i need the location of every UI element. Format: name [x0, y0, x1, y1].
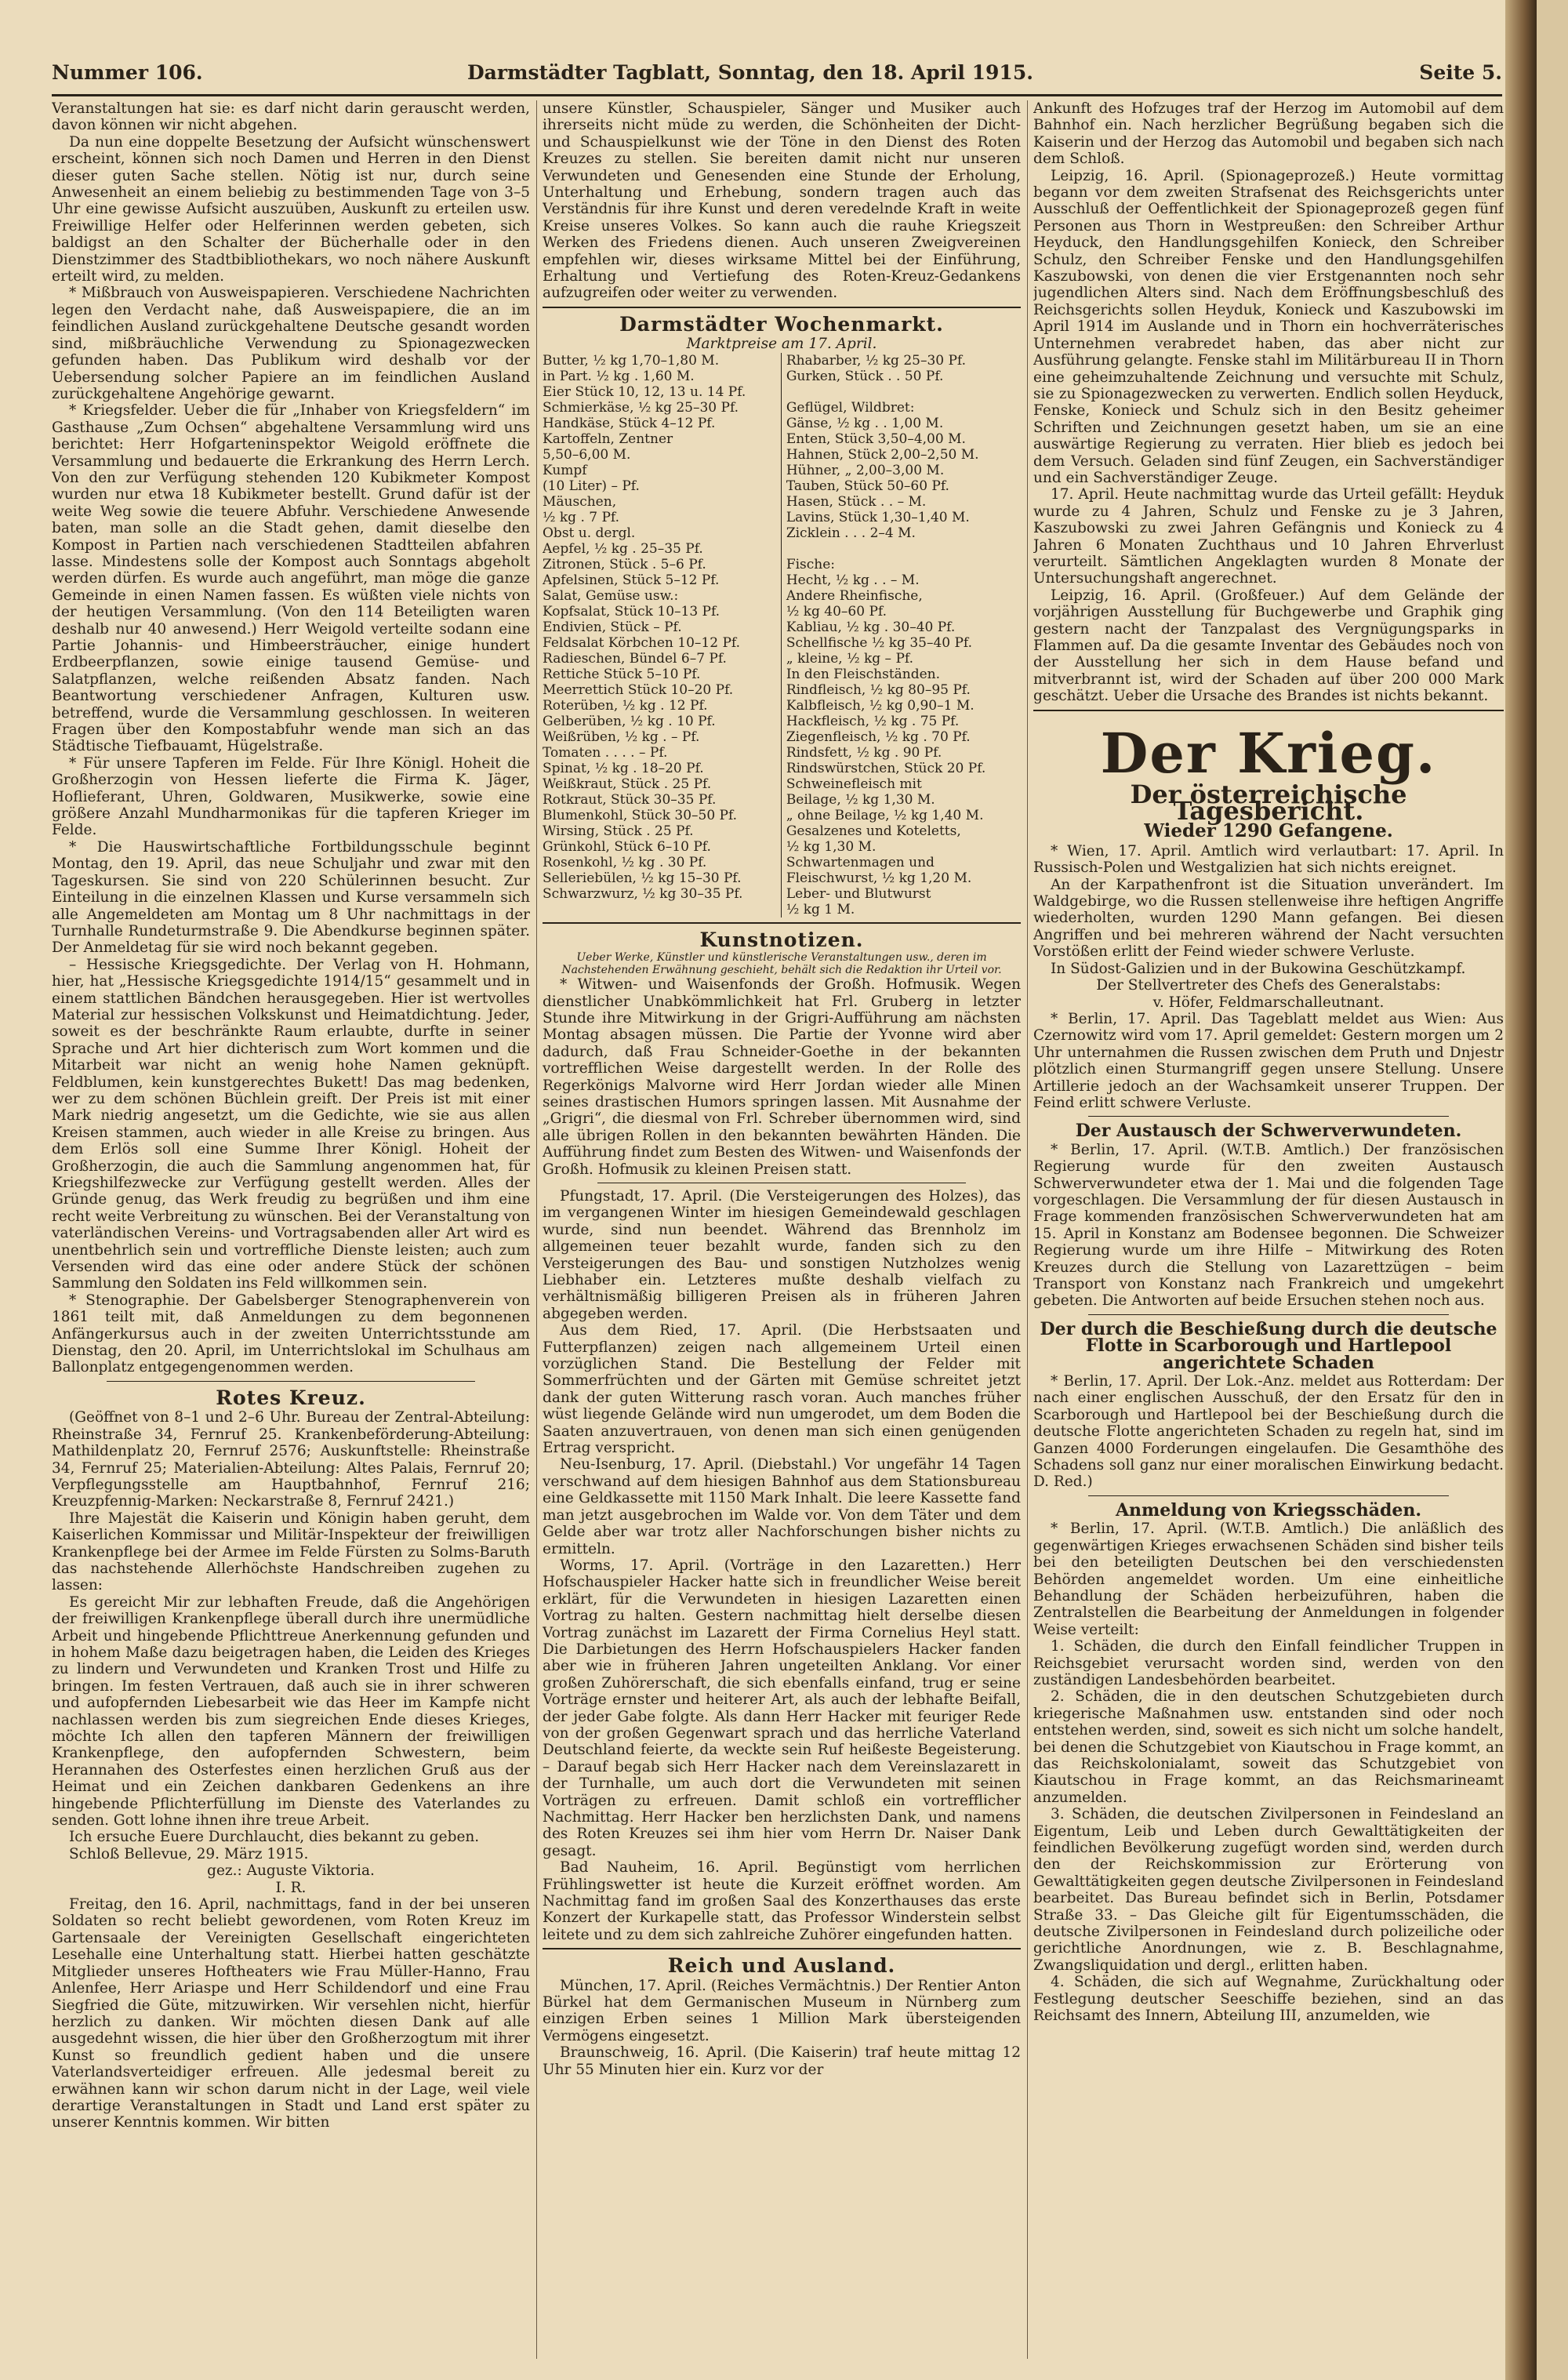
- market-cell-left: Obst u. dergl.: [543, 525, 636, 541]
- market-cell-right: „ kleine, ½ kg – Pf.: [781, 651, 1021, 667]
- market-cell-left: Weißrüben, ½ kg . – Pf.: [543, 729, 700, 745]
- market-row: [543, 714, 1021, 729]
- market-cell-right: Enten, Stück 3,50–4,00 M.: [781, 431, 1021, 447]
- market-cell-left: Tomaten . . . . – Pf.: [543, 744, 668, 761]
- market-cell-right: Rhabarber, ½ kg 25–30 Pf.: [781, 353, 1021, 369]
- market-cell-right: Fische:: [781, 557, 1021, 572]
- market-cell-right: Schellfische ½ kg 35–40 Pf.: [781, 635, 1021, 651]
- market-row: [543, 353, 1021, 369]
- market-cell-left: Eier Stück 10, 12, 13 u. 14 Pf.: [543, 383, 746, 400]
- section-rule: [1088, 1495, 1449, 1496]
- article-paragraph: 2. Schäden, die in den deutschen Schutzgebieten durch kriegerische Maßnahmen usw. entstanden sind oder noch entstehen werden, sind, soweit es sich nicht um solche handelt, bei denen die Schutzgebiet von Kiautschou in Frage kommt, an das Reichskolonialamt, soweit das Schutzgebiet von Kiautschou in Frage kommt, an das Reichsmarineamt anzumelden.: [1033, 1688, 1504, 1806]
- market-cell-right: Gurken, Stück . . 50 Pf.: [781, 369, 1021, 384]
- column-2: [543, 100, 1021, 2367]
- market-cell-left: Handkäse, Stück 4–12 Pf.: [543, 415, 716, 431]
- market-row: [543, 635, 1021, 651]
- article-paragraph: 3. Schäden, die deutschen Zivilpersonen in Feindesland an Eigentum, Leib und Leben durch Gewalttätigkeiten der feindlichen Bevölkerung zugefügt worden sind, werden durch den der Reichskommission zur Erörterung von Gewalttätigkeiten gegen deutsche Zivilpersonen in Feindesland bearbeitet. Das Bureau befindet sich in Berlin, Potsdamer Straße 33. – Das Gleiche gilt für Eigentumsschäden, die deutsche Zivilpersonen in Feindesland durch polizeiliche oder gerichtliche Anordnungen, wie z. B. Beschlagnahme, Zwangsliquidation und dergl., erlitten haben.: [1033, 1806, 1504, 1974]
- article-paragraph: 1. Schäden, die durch den Einfall feindlicher Truppen in Reichsgebiet verursacht worden sind, werden von den zuständigen Landesbehörden bearbeitet.: [1033, 1638, 1504, 1688]
- market-cell-left: Spinat, ½ kg . 18–20 Pf.: [543, 760, 704, 776]
- market-row: [543, 729, 1021, 745]
- article-paragraph: In Südost-Galizien und in der Bukowina Geschützkampf.: [1051, 960, 1466, 977]
- market-row: [543, 431, 1021, 447]
- market-cell-left: Kartoffeln, Zentner: [543, 431, 673, 447]
- market-row: [543, 400, 1021, 416]
- market-cell-left: Meerrettich Stück 10–20 Pf.: [543, 681, 734, 698]
- market-cell-left: Kumpf: [543, 462, 587, 478]
- market-row: [543, 541, 1021, 557]
- market-cell-right: [781, 384, 1021, 400]
- market-cell-left: Salat, Gemüse usw.:: [543, 587, 679, 604]
- article-paragraph: * Die Hauswirtschaftliche Fortbildungsschule beginnt Montag, den 19. April, das neue Schuljahr und zwar mit den Tageskursen. Sie sind von 220 Schülerinnen besucht. Zur Einteilung in die einzelnen Klassen und Kurse versammeln sich alle Angemeldeten am Montag um 8 Uhr nachmittags in der Turnhalle Rundeturmstraße 9. Die Abendkurse beginnen später. Der Anmeldetag für sie wird noch bekannt gegeben.: [52, 838, 530, 957]
- article-paragraph: * Berlin, 17. April. Das Tageblatt meldet aus Wien: Aus Czernowitz wird vom 17. April gemeldet: Gestern morgen um 2 Uhr unternahmen die Russen zwischen dem Pruth und Dnjestr plötzlich einen Sturmangriff gegen unsere Stellung. Unsere Artillerie jedoch an der Wachsamkeit unserer Truppen. Der Feind erlitt schwere Verluste.: [1033, 1010, 1504, 1111]
- issue-number: Nummer 106.: [52, 61, 203, 84]
- market-row: [543, 776, 1021, 792]
- market-row: [543, 682, 1021, 698]
- market-row: [543, 525, 1021, 541]
- market-cell-right: Lavins, Stück 1,30–1,40 M.: [781, 510, 1021, 525]
- article-paragraph: (Geöffnet von 8–1 und 2–6 Uhr. Bureau der Zentral-Abteilung: Rheinstraße 34, Fernruf 25. Krankenbeförderung-Abteilung: Mathildenplatz 20, Fernruf 2576; Auskunftstelle: Rheinstraße 34, Fernruf 25; Materialien-Abteilung: Altes Palais, Fernruf 20; Verpflegungsstelle am Hauptbahnhof, Fernruf 216; Kreuzpfennig-Marken: Neckarstraße 8, Fernruf 2421.): [52, 1409, 530, 1510]
- market-cell-left: ½ kg . 7 Pf.: [543, 509, 620, 525]
- market-cell-right: Fleischwurst, ½ kg 1,20 M.: [781, 870, 1021, 886]
- masthead-line: Darmstädter Tagblatt, Sonntag, den 18. April 1915.: [467, 61, 1033, 84]
- section-title-reich-und-ausland: Reich und Ausland.: [667, 1954, 896, 1978]
- article-paragraph: * Witwen- und Waisenfonds der Großh. Hofmusik. Wegen dienstlicher Unabkömmlichkeit hat Frl. Gruberg in letzter Stunde ihre Mitwirkung in der Grigri-Aufführung am nächsten Montag absagen müssen. Die Partie der Yvonne wird aber dadurch, daß Frau Schneider-Goethe in der bekannten vortrefflichen Weise dargestellt werden. In der Rolle des Regerkönigs Malvorne wird Herr Jordan wieder alle Minen seines drastischen Humors springen lassen. Mit Ausnahme der „Grigri“, die diesmal von Frl. Schreber übernommen wird, sind alle übrigen Rollen in den bekannten bewährten Händen. Die Aufführung findet zum Besten des Witwen- und Waisenfonds der Großh. Hofmusik zu kleinen Preisen statt.: [543, 976, 1021, 1178]
- market-price-table: [543, 353, 1021, 917]
- market-row: [543, 902, 1021, 917]
- article-paragraph: Da nun eine doppelte Besetzung der Aufsicht wünschenswert erscheint, können sich noch Damen und Herren in den Dienst dieser guten Sache stellen. Nötig ist nur, durch seine Anwesenheit an einem beliebig zu bestimmenden Tage von 3–5 Uhr eine gewisse Aufsicht auszuüben, Auskunft zu erteilen usw. Freiwillige Helfer oder Helferinnen werden gebeten, sich baldigst an den Schalter der Bücherhalle oder in den Dienstzimmer des Stadtbibliothekars, wo noch nähere Auskunft erteilt wird, zu melden.: [52, 133, 530, 285]
- signature-line: Der Stellvertreter des Chefs des Generalstabs:: [1096, 977, 1441, 994]
- market-cell-left: Kopfsalat, Stück 10–13 Pf.: [543, 603, 720, 620]
- market-cell-right: Geflügel, Wildbret:: [781, 400, 1021, 416]
- section-title-austausch: Der Austausch der Schwerverwundeten.: [1075, 1121, 1462, 1142]
- article-paragraph: 4. Schäden, die sich auf Wegnahme, Zurückhaltung oder Festlegung deutscher Seeschiffe beziehen, sind an das Reichsamt des Innern, Abteilung III, anzumelden, wie: [1033, 1974, 1504, 2025]
- market-row: [543, 870, 1021, 886]
- article-paragraph: München, 17. April. (Reiches Vermächtnis.) Der Rentier Anton Bürkel hat dem Germanischen Museum in Nürnberg zum einzigen Erben seines 1 Million Mark übersteigenden Vermögens eingesetzt.: [543, 1977, 1021, 2044]
- market-cell-right: Tauben, Stück 50–60 Pf.: [781, 478, 1021, 494]
- market-cell-left: in Part. ½ kg . 1,60 M.: [543, 368, 695, 384]
- article-paragraph: Neu-Isenburg, 17. April. (Diebstahl.) Vor ungefähr 14 Tagen verschwand auf dem hiesigen Bahnhof aus dem Stationsbureau eine Geldkassette mit 1150 Mark Inhalt. Die leere Kassette fand man jetzt ausgebrochen im Walde vor. Von dem Täter und dem Gelde aber war trotz aller Nachforschungen bisher nichts zu ermitteln.: [543, 1456, 1021, 1557]
- section-title-kriegsschaeden: Anmeldung von Kriegsschäden.: [1115, 1499, 1422, 1521]
- market-cell-left: 5,50–6,00 M.: [543, 446, 631, 463]
- market-cell-left: Zitronen, Stück . 5–6 Pf.: [543, 556, 706, 572]
- market-cell-right: Hackfleisch, ½ kg . 75 Pf.: [781, 714, 1021, 729]
- article-paragraph: Es gereicht Mir zur lebhaften Freude, daß die Angehörigen der freiwilligen Krankenpflege überall durch ihre unermüdliche Arbeit und hingebende Pflichttreue Anerkennung gefunden und in hohem Maße dazu beigetragen haben, die Leiden des Krieges zu lindern und Verwundeten und Kranken Trost und Hilfe zu bringen. Im festen Vertrauen, daß auch sie in ihrer schweren und aufopfernden Liebesarbeit wie das Heer im Kampfe nicht nachlassen werden bis zum siegreichen Ende dieses Krieges, möchte Ich allen den tapferen Männern der freiwilligen Krankenpflege, den aufopfernden Schwestern, beim Herannahen des Osterfestes einen herzlichen Gruß aus der Heimat und ein Zeichen dankbaren Gedenkens an ihre hingebende Pflichterfüllung im Dienste des Vaterlandes zu senden. Gott lohne ihnen ihre treue Arbeit.: [52, 1593, 530, 1830]
- page-number: Seite 5.: [1419, 61, 1502, 84]
- market-subtitle: Marktpreise am 17. April.: [686, 336, 877, 353]
- market-cell-left: Radieschen, Bündel 6–7 Pf.: [543, 650, 727, 667]
- article-paragraph: * Berlin, 17. April. (W.T.B. Amtlich.) Die anläßlich des gegenwärtigen Krieges erwachsenen Schäden sind bisher teils bei den beteiligten Deutschen bei den verschiedensten Behörden angemeldet worden. Um eine einheitliche Behandlung der Schäden herbeizuführen, haben die Zentralstellen die Bearbeitung der Anmeldungen in folgender Weise verteilt:: [1033, 1521, 1504, 1638]
- market-row: [543, 620, 1021, 635]
- market-row: [543, 463, 1021, 478]
- article-paragraph: unsere Künstler, Schauspieler, Sänger und Musiker auch ihrerseits nicht müde zu werden, die Schönheiten der Dicht- und Schauspielkunst wie der Töne in den Dienst des Roten Kreuzes zu stellen. Sie bereiten damit nicht nur unseren Verwundeten und Genesenden eine Stunde der Erholung, Unterhaltung und Erhebung, sondern tragen auch das Verständnis für ihre Kunst und deren veredelnde Kraft in weite Kreise unseres Volkes. So kann auch die rauhe Kriegszeit Werken des Friedens dienen. Auch unseren Zweigvereinen empfehlen wir, dieses wirksame Mittel bei der Einführung, Erhaltung und Vertiefung des Roten-Kreuz-Gedankens aufzugreifen oder weiter zu verwenden.: [543, 100, 1021, 302]
- market-cell-right: ½ kg 1,30 M.: [781, 839, 1021, 855]
- market-row: [543, 651, 1021, 667]
- article-paragraph: Aus dem Ried, 17. April. (Die Herbstsaaten und Futterpflanzen) zeigen nach allgemeinem Urteil einen vorzüglichen Stand. Die Bestellung der Felder mit Sommerfrüchten und der Gärten mit Gemüse schreitet jetzt dank der guten Witterung rasch voran. Auch manches früher wüst liegende Gelände wird nun umgerodet, um dem Boden die Saaten anzuvertrauen, von denen man sich einen genügenden Ertrag verspricht.: [543, 1322, 1021, 1457]
- market-cell-left: Schmierkäse, ½ kg 25–30 Pf.: [543, 399, 739, 416]
- market-cell-left: Aepfel, ½ kg . 25–35 Pf.: [543, 540, 703, 557]
- article-paragraph: * Wien, 17. April. Amtlich wird verlautbart: 17. April. In Russisch-Polen und Westgalizien hat sich nichts ereignet.: [1033, 842, 1504, 877]
- page-header: [52, 61, 1502, 93]
- market-row: [543, 369, 1021, 384]
- article-paragraph: – Hessische Kriegsgedichte. Der Verlag von H. Hohmann, hier, hat „Hessische Kriegsgedichte 1914/15“ gesammelt und in einem stattlichen Bändchen herausgegeben. Hier ist wertvolles Material zur hessischen Volkskunst und Heimatdichtung. Jeder, soweit es der beschränkte Raum erlaubte, durfte in seiner Sprache und Art hier dichterisch zum Wort kommen und die Mitarbeit war nicht an wenig hohe Namen geknüpft. Feldblumen, kein kunstgerechtes Bukett! Das mag bedenken, wer zu dem schönen Büchlein greift. Der Preis ist mit einer Mark niedrig angesetzt, um die Gedichte, wie sie aus allen Kreisen stammen, auch wieder in alle Kreise zu bringen. Aus dem Erlös soll eine Summe Ihrer Königl. Hoheit der Großherzogin, die auch die Sammlung angenommen hat, für Kriegshilfezwecke zur Verfügung gestellt werden. Alles der Gründe genug, das Werk freudig zu begrüßen und ihm eine recht weite Verbreitung zu wünschen. Bei der Veranstaltung von vaterländischen Vereins- und Vortragsabenden aller Art wird es unentbehrlich sein und vortreffliche Dienste leisten; auch zum Versenden wird das eine oder andere Stück der schönen Sammlung den Soldaten ins Feld willkommen sein.: [52, 956, 530, 1292]
- market-row: [543, 478, 1021, 494]
- column-divider: [536, 100, 537, 2359]
- market-cell-left: Gelberüben, ½ kg . 10 Pf.: [543, 713, 716, 729]
- article-paragraph: Bad Nauheim, 16. April. Begünstigt vom herrlichen Frühlingswetter ist heute die Kurzeit eröffnet worden. Am Nachmittag fand im großen Saal des Konzerthauses das erste Konzert der Kurkapelle statt, das Professor Winderstein selbst leitete und zu dem sich zahlreiche Zuhörer eingefunden hatten.: [543, 1859, 1021, 1943]
- editorial-note: Ueber Werke, Künstler und künstlerische Veranstaltungen usw., deren im Nachstehenden Erwähnung geschieht, behält sich die Redaktion ihr Urteil vor.: [561, 951, 1002, 977]
- market-cell-right: Kabliau, ½ kg . 30–40 Pf.: [781, 620, 1021, 635]
- headline-der-krieg: Der Krieg.: [1100, 720, 1437, 786]
- market-cell-left: Butter, ½ kg 1,70–1,80 M.: [543, 352, 720, 369]
- article-paragraph: An der Karpathenfront ist die Situation unverändert. Im Waldgebirge, wo die Russen stellenweise ihre heftigen Angriffe wiederholten, wurden 1290 Mann gefangen. Bei diesen Angriffen und bei mehreren während der Nacht versuchten Vorstößen erlitt der Feind wieder schwere Verluste.: [1033, 876, 1504, 961]
- market-cell-right: Schwartenmagen und: [781, 855, 1021, 870]
- article-paragraph: * Kriegsfelder. Ueber die für „Inhaber von Kriegsfeldern“ im Gasthause „Zum Ochsen“ abgehaltene Versammlung wird uns berichtet: Herr Hofgarteninspektor Weigold eröffnete die Versammlung und bedauerte die Erkrankung des Herrn Lerch. Von den zur Verfügung stehenden 120 Kubikmeter Kompost wurden nur etwa 18 Kubikmeter bestellt. Grund dafür ist der weite Weg sowie die teuere Abfuhr. Verschiedene Anwesende baten, man solle an die Stadt gehen, damit dieselbe den Kompost in Partien nach verschiedenen Stadtteilen abfahren lasse. Mindestens solle der Kompost auch Sonntags abgeholt werden dürfen. Es wurde auch angeführt, man möge die ganze Gemeinde in einen Namen fassen. Es wüßten viele nichts von der heutigen Versammlung. (Von den 114 Beteiligten waren deshalb nur 40 anwesend.) Herr Weigold verteilte sodann eine Partie Johannis- und Himbeersträucher, einige hundert Erdbeerpflanzen, sowie einige tausend Gemüse- und Salatpflanzen, welche reißenden Absatz fanden. Nach Beantwortung verschiedener Anfragen, Kulturen usw. betreffend, wurde die Versammlung geschlossen. In weiteren Fragen über den Kompostabfuhr wende man sich an das Städtische Tiefbauamt, Hügelstraße.: [52, 402, 530, 755]
- column-3: [1033, 100, 1504, 2367]
- market-cell-left: Schwarzwurz, ½ kg 30–35 Pf.: [543, 885, 743, 902]
- market-cell-right: Schweinefleisch mit: [781, 776, 1021, 792]
- section-rule: [1088, 1314, 1449, 1315]
- article-paragraph: Worms, 17. April. (Vorträge in den Lazaretten.) Herr Hofschauspieler Hacker hatte sich in freundlicher Weise bereit erklärt, für die Verwundeten in hiesigen Lazaretten einen Vortrag zu halten. Gestern nachmittag hielt derselbe diesen Vortrag zunächst im Lazarett der Firma Cornelius Heyl statt. Die Darbietungen des Herrn Hofschauspielers Hacker fanden aber wie in früheren Jahren ungeteilten Anklang. Vor einer großen Zuhörerschaft, die sich ebenfalls einfand, trug er seine Vorträge ernster und heiterer Art, als auch der lebhafte Beifall, der jeder Gabe folgte. Als dann Herr Hacker mit feuriger Rede von der großen Gegenwart sprach und das herrliche Vaterland Deutschland feierte, da weckte sein Ruf heißeste Begeisterung. – Darauf begab sich Herr Hacker nach dem Vereinslazarett in der Turnhalle, um auch dort die Verwundeten mit seinen Vorträgen zu erfreuen. Damit schloß ein vortrefflicher Nachmittag. Herr Hacker ben herzlichsten Dank, und namens des Roten Kreuzes sei ihm hier vom Herrn Dr. Naiser Dank gesagt.: [543, 1557, 1021, 1859]
- book-binding-edge: [1505, 0, 1537, 2380]
- signature: v. Höfer, Feldmarschalleutnant.: [1152, 994, 1385, 1011]
- market-cell-left: Feldsalat Körbchen 10–12 Pf.: [543, 634, 740, 651]
- market-cell-right: Ziegenfleisch, ½ kg . 70 Pf.: [781, 729, 1021, 745]
- market-cell-left: Blumenkohl, Stück 30–50 Pf.: [543, 807, 738, 823]
- market-cell-right: Leber- und Blutwurst: [781, 886, 1021, 902]
- market-row: [543, 572, 1021, 588]
- market-row: [543, 447, 1021, 463]
- article-paragraph: Leipzig, 16. April. (Großfeuer.) Auf dem Gelände der vorjährigen Ausstellung für Buchgewerbe und Graphik ging gestern nacht der Tanzpalast des Vergnügungsparks in Flammen auf. Da die gesamte Inventar des Gebäudes noch von der Ausstellung her sich in dem Hause befand und mitverbrannt ist, wird der Schaden auf über 200 000 Mark geschätzt. Ueber die Ursache des Brandes ist nichts bekannt.: [1033, 587, 1504, 705]
- market-cell-left: Selleriebülen, ½ kg 15–30 Pf.: [543, 870, 742, 886]
- market-row: [543, 494, 1021, 510]
- market-cell-right: Hühner, „ 2,00–3,00 M.: [781, 463, 1021, 478]
- market-row: [543, 604, 1021, 620]
- subheadline: Wieder 1290 Gefangene.: [1144, 820, 1393, 842]
- section-title-kunstnotizen: Kunstnotizen.: [699, 928, 864, 951]
- article-paragraph: * Berlin, 17. April. (W.T.B. Amtlich.) Der französischen Regierung wurde für den zweiten Austausch Schwerverwundeter etwa der 1. Mai und die folgenden Tage vorgeschlagen. Die Versammlung der für diesen Austausch in Frage kommenden französischen Schwerverwundeten hat am 15. April in Konstanz am Bodensee begonnen. Die Schweizer Regierung wurde um ihre Hilfe – Mitwirkung des Roten Kreuzes durch die Stellung von Lazarettzügen – beim Transport von Konstanz nach Frankreich und umgekehrt gebeten. Die Antworten auf beide Ersuchen stehen noch aus.: [1033, 1141, 1504, 1310]
- article-paragraph: Ich ersuche Euere Durchlaucht, dies bekannt zu geben.: [69, 1829, 480, 1846]
- market-row: [543, 667, 1021, 682]
- dateline: Schloß Bellevue, 29. März 1915.: [69, 1845, 309, 1862]
- market-cell-left: Rosenkohl, ½ kg . 30 Pf.: [543, 854, 707, 870]
- market-cell-right: Rindfleisch, ½ kg 80–95 Pf.: [781, 682, 1021, 698]
- market-cell-right: ½ kg 1 M.: [781, 902, 1021, 917]
- market-cell-right: [781, 541, 1021, 557]
- market-cell-right: Kalbfleisch, ½ kg 0,90–1 M.: [781, 698, 1021, 714]
- market-cell-right: Zicklein . . . 2–4 M.: [781, 525, 1021, 541]
- section-title-scarborough: Der durch die Beschießung durch die deutsche Flotte in Scarborough und Hartlepool angerichtete Schaden: [1040, 1318, 1497, 1373]
- market-row: [543, 698, 1021, 714]
- market-row: [543, 792, 1021, 808]
- section-rule: [543, 1948, 1021, 1949]
- market-cell-left: (10 Liter) – Pf.: [543, 478, 640, 494]
- market-cell-right: Gänse, ½ kg . . 1,00 M.: [781, 416, 1021, 431]
- section-rule: [1033, 710, 1504, 711]
- market-row: [543, 808, 1021, 823]
- article-paragraph: Braunschweig, 16. April. (Die Kaiserin) traf heute mittag 12 Uhr 55 Minuten hier ein. Kurz vor der: [543, 2044, 1021, 2078]
- market-cell-right: Beilage, ½ kg 1,30 M.: [781, 792, 1021, 808]
- section-rule: [107, 1381, 475, 1382]
- market-row: [543, 416, 1021, 431]
- market-cell-left: Rettiche Stück 5–10 Pf.: [543, 666, 701, 682]
- article-paragraph: * Mißbrauch von Ausweispapieren. Verschiedene Nachrichten legen den Verdacht nahe, daß Ausweispapiere, die an im feindlichen Ausland zurückgehaltene Deutsche gesandt worden sind, mißbräuchliche Verwendung zu Spionagezwecken gefunden haben. Das Publikum wird deshalb vor der Uebersendung solcher Papiere an im feindlichen Ausland zurückgehaltene Angehörige gewarnt.: [52, 285, 530, 402]
- column-1: [52, 100, 530, 2367]
- article-paragraph: * Berlin, 17. April. Der Lok.-Anz. meldet aus Rotterdam: Der nach einer englischen Ausschuß, der den Ersatz für den in Scarborough und Hartlepool bei der Beschießung durch die deutsche Flotte angerichteten Schaden zu regeln hat, sind im Ganzen 4000 Forderungen eingelaufen. Die Gesamthöhe des Schadens soll ganz nur einer moralischen Einwirkung bedacht. D. Red.): [1033, 1373, 1504, 1491]
- market-cell-left: Grünkohl, Stück 6–10 Pf.: [543, 838, 711, 855]
- market-cell-right: Hecht, ½ kg . . – M.: [781, 572, 1021, 588]
- article-paragraph: * Für unsere Tapferen im Felde. Für Ihre Königl. Hoheit die Großherzogin von Hessen lieferte die Firma K. Jäger, Hoflieferant, Uhren, Goldwaren, Musikwerke, sowie eine größere Anzahl Mundharmonikas für die tapferen Krieger im Felde.: [52, 754, 530, 839]
- article-paragraph: Veranstaltungen hat sie: es darf nicht darin gerauscht werden, davon können wir nicht abgehen.: [52, 100, 530, 134]
- market-cell-left: Roterüben, ½ kg . 12 Pf.: [543, 697, 708, 714]
- market-row: [543, 745, 1021, 761]
- market-cell-right: Gesalzenes und Koteletts,: [781, 823, 1021, 839]
- market-row: [543, 588, 1021, 604]
- market-cell-left: Apfelsinen, Stück 5–12 Pf.: [543, 572, 720, 588]
- market-cell-right: „ ohne Beilage, ½ kg 1,40 M.: [781, 808, 1021, 823]
- market-cell-left: [543, 902, 781, 917]
- article-paragraph: 17. April. Heute nachmittag wurde das Urteil gefällt: Heyduk wurde zu 4 Jahren, Schulz und Fenske zu je 3 Jahren, Kaszubowski zu zwei Jahren Gefängnis und Konieck zu 4 Jahren 6 Monaten Zuchthaus und 10 Jahren Ehrverlust verurteilt. Sämtlichen Angeklagten wurden 8 Monate der Untersuchungshaft angerechnet.: [1033, 486, 1504, 587]
- article-paragraph: Ankunft des Hofzuges traf der Herzog im Automobil auf dem Bahnhof ein. Nach herzlicher Begrüßung begaben sich die Kaiserin und der Herzog das Automobil und begaben sich nach dem Schloß.: [1033, 100, 1504, 168]
- signature-initials: I. R.: [275, 1879, 307, 1896]
- market-cell-left: Mäuschen,: [543, 493, 617, 510]
- market-cell-right: Hasen, Stück . . – M.: [781, 494, 1021, 510]
- market-row: [543, 823, 1021, 839]
- market-cell-right: Hahnen, Stück 2,00–2,50 M.: [781, 447, 1021, 463]
- article-paragraph: Pfungstadt, 17. April. (Die Versteigerungen des Holzes), das im vergangenen Winter im hiesigen Gemeindewald geschlagen wurde, sind nun beendet. Während das Brennholz im allgemeinen teuer bezahlt wurde, fanden sich zu den Versteigerungen des Bau- und sonstigen Nutzholzes wenig Liebhaber ein. Letzteres mußte deshalb vielfach zu verhältnismäßig billigeren Preisen als in früheren Jahren abgegeben werden.: [543, 1187, 1021, 1322]
- market-cell-left: Endivien, Stück – Pf.: [543, 619, 682, 635]
- market-row: [543, 510, 1021, 525]
- market-cell-left: Weißkraut, Stück . 25 Pf.: [543, 776, 712, 792]
- article-paragraph: Leipzig, 16. April. (Spionageprozeß.) Heute vormittag begann vor dem zweiten Strafsenat des Reichsgerichts unter Ausschluß der Oeffentlichkeit der Spionageprozeß gegen fünf Personen aus Thorn in Westpreußen: den Schreiber Arthur Heyduck, den Handlungsgehilfen Konieck, den Schreiber Schulz, den Schreiber Fenske und den Handlungsgehilfen Kaszubowski, von denen die vier Erstgenannten noch sehr jugendlichen Alters sind. Nach dem Eröffnungsbeschluß des Reichsgerichts sollen Heyduk, Konieck und Kaszubowski im April 1914 im Auslande und in Thorn ein hochverräterisches Unternehmen verabredet haben, das aber nicht zur Ausführung gelangte. Fenske stahl im Militärbureau II in Thorn eine geheimzuhaltende Zeichnung und versuchte mit Schulz, sie zu Spionagezwecken zu verwerten. Endlich sollen Heyduck, Fenske, Konieck und Schulz sich in den Besitz geheimer Schriften und Zeichnungen gesetzt haben, um sie an eine auswärtige Regierung zu verraten. Hier blieb es jedoch bei dem Versuch. Geladen sind fünf Zeugen, ein Sachverständiger und ein Sachverständiger Zeuge.: [1033, 167, 1504, 486]
- market-row: [543, 761, 1021, 776]
- market-cell-left: Wirsing, Stück . 25 Pf.: [543, 823, 694, 839]
- header-rule: [52, 94, 1502, 96]
- section-rule: [1088, 1116, 1449, 1117]
- headline-oesterreichischer-tagesbericht: Der österreichische Tagesbericht.: [1130, 779, 1407, 827]
- article-paragraph: * Stenographie. Der Gabelsberger Stenographenverein von 1861 teilt mit, daß Anmeldungen zu dem begonnenen Anfängerkursus auch in der zweiten Unterrichtsstunde am Dienstag, den 20. April, im Unterrichtslokal im Schulhaus am Ballonplatz entgegengenommen werden.: [52, 1292, 530, 1376]
- market-row: [543, 839, 1021, 855]
- column-divider: [1027, 100, 1028, 2359]
- market-row: [543, 557, 1021, 572]
- market-row: [543, 384, 1021, 400]
- market-cell-left: Rotkraut, Stück 30–35 Pf.: [543, 791, 717, 808]
- article-paragraph: Ihre Majestät die Kaiserin und Königin haben geruht, dem Kaiserlichen Kommissar und Militär-Inspekteur der freiwilligen Krankenpflege bei der Armee im Felde Fürsten zu Solms-Baruth das nachstehende Allerhöchste Handschreiben zugehen zu lassen:: [52, 1510, 530, 1594]
- section-title-wochenmarkt: Darmstädter Wochenmarkt.: [619, 312, 944, 336]
- section-rule: [543, 307, 1021, 308]
- market-cell-right: Andere Rheinfische,: [781, 588, 1021, 604]
- article-paragraph: Freitag, den 16. April, nachmittags, fand in der bei unseren Soldaten so recht beliebt gewordenen, vom Roten Kreuz im Gartensaale der Vereinigten Gesellschaft eingerichteten Lesehalle eine Unterhaltung statt. Hierbei hatten geschätzte Mitglieder unseres Hoftheaters wie Frau Müller-Hanno, Frau Anlenfee, Herr Ariaspe und Herr Schildendorf und eine Frau Siegfried die Güte, mitzuwirken. Wir versehlen nicht, hierfür herzlich zu danken. Wir möchten diesen Dank auf alle ausgedehnt wissen, die hier über den Großherzogtum mit ihrer Kunst so freundlich gedient haben und die unsere Vaterlandsverteidiger erfreuen. Alle jedesmal bereit zu erwähnen kann wir schon darum nicht in der Lage, weil viele derartige Veranstaltungen in Stadt und Land erst später zu unserer Kenntnis kommen. Wir bitten: [52, 1896, 530, 2131]
- signature: gez.: Auguste Viktoria.: [207, 1862, 375, 1880]
- market-cell-right: Rindsfett, ½ kg . 90 Pf.: [781, 745, 1021, 761]
- market-cell-right: In den Fleischständen.: [781, 667, 1021, 682]
- market-row: [543, 855, 1021, 870]
- market-row: [543, 886, 1021, 902]
- section-rule: [543, 922, 1021, 924]
- section-title-rotes-kreuz: Rotes Kreuz.: [216, 1386, 366, 1409]
- market-cell-right: ½ kg 40–60 Pf.: [781, 604, 1021, 620]
- market-cell-right: Rindswürstchen, Stück 20 Pf.: [781, 761, 1021, 776]
